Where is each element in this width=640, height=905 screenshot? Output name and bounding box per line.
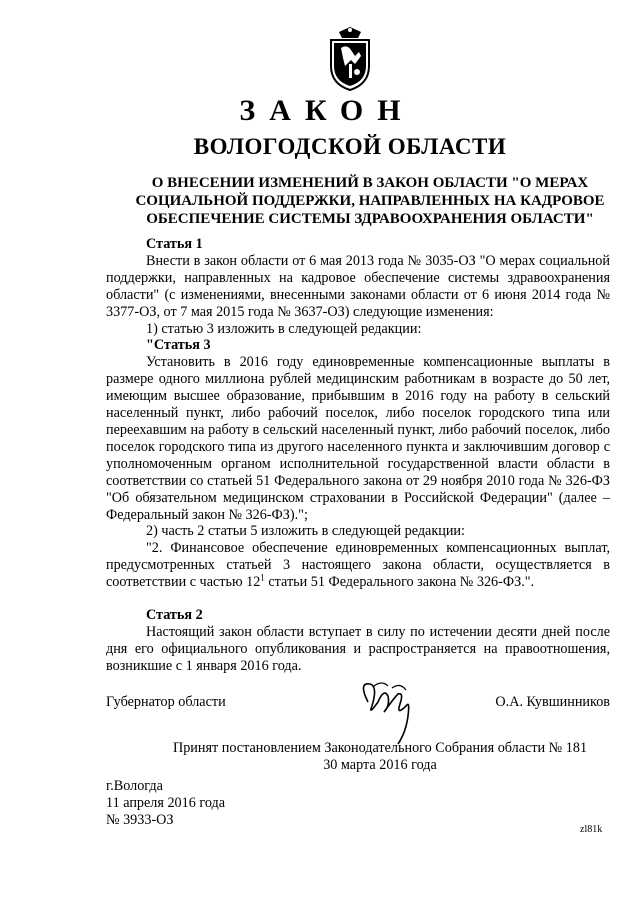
footer-number: № 3933-ОЗ xyxy=(106,812,174,828)
signatory-name: О.А. Кувшинников xyxy=(495,694,610,710)
adoption-line: Принят постановлением Законодательного Собрания области № 181 xyxy=(172,740,588,756)
quoted-article3-heading: "Статья 3 xyxy=(146,337,211,354)
law-subtitle xyxy=(120,174,620,228)
document-code: zl81k xyxy=(580,824,603,835)
subtitle-line: ОБЕСПЕЧЕНИЕ СИСТЕМЫ ЗДРАВООХРАНЕНИЯ ОБЛАСТИ" xyxy=(146,211,594,227)
adoption-note xyxy=(140,740,620,774)
part2-text-end: статьи 51 Федерального закона № 326-ФЗ.". xyxy=(264,574,535,591)
quoted-part2-text xyxy=(106,540,610,591)
article2-heading: Статья 2 xyxy=(146,607,203,624)
footer-city: г.Вологда xyxy=(106,778,163,794)
article1-heading: Статья 1 xyxy=(146,236,203,252)
signatory-position: Губернатор области xyxy=(106,694,226,710)
document-type-title: ЗАКОН xyxy=(239,94,415,127)
footer-date: 11 апреля 2016 года xyxy=(106,795,226,811)
part2-text-start: "2. Финансовое обеспечение единовременных компенсационных выплат, предусмотренных статьей 3 настоящего закона области, осуществляется в соответствии с частью 12 xyxy=(106,540,610,591)
region-title: ВОЛОГОДСКОЙ ОБЛАСТИ xyxy=(193,134,507,159)
document-footer xyxy=(106,778,225,829)
subtitle-line: СОЦИАЛЬНОЙ ПОДДЕРЖКИ, НАПРАВЛЕННЫХ НА КАДРОВОЕ xyxy=(135,193,605,209)
coat-of-arms-icon xyxy=(325,26,375,92)
law-body xyxy=(106,236,610,675)
quoted-article3-text: Установить в 2016 году единовременные компенсационные выплаты в размере одного миллиона рублей медицинским работникам в возрасте до 50 лет, имеющим высшее образование, прибывшим в 2016 году на работу в сельский населенный пункт, либо рабочий поселок, либо поселок городского типа или переехавшим на работу в сельский населенный пункт, либо рабочий поселок, либо поселок городского типа из другого населенного пункта и заключившим договор с уполномоченным органом исполнительной государственной власти области в соответствии со статьей 51 Федерального закона от 29 ноября 2010 года № 326-ФЗ "Об обязательном медицинском страховании в Российской Федерации" (далее – Федеральный закон № 326-ФЗ)."; xyxy=(106,354,610,523)
article1-item1: 1) статью 3 изложить в следующей редакции: xyxy=(146,320,422,337)
article1-item2: 2) часть 2 статьи 5 изложить в следующей редакции: xyxy=(146,523,465,540)
part2-superscript: 1 xyxy=(260,572,265,583)
adoption-date: 30 марта 2016 года xyxy=(323,757,437,773)
subtitle-line: О ВНЕСЕНИИ ИЗМЕНЕНИЙ В ЗАКОН ОБЛАСТИ "О МЕРАХ xyxy=(151,175,589,191)
article2-text: Настоящий закон области вступает в силу по истечении десяти дней после дня его официального опубликования и распространяется на правоотношения, возникшие с 1 января 2016 года. xyxy=(106,623,610,674)
article1-intro: Внести в закон области от 6 мая 2013 года № 3035-ОЗ "О мерах социальной поддержки, направленных на кадровое обеспечение системы здравоохранения области" (с изменениями, внесенными законами области от 6 июня 2014 года № 3377-ОЗ, от 7 мая 2015 года № 3637-ОЗ) следующие изменения: xyxy=(106,252,610,320)
